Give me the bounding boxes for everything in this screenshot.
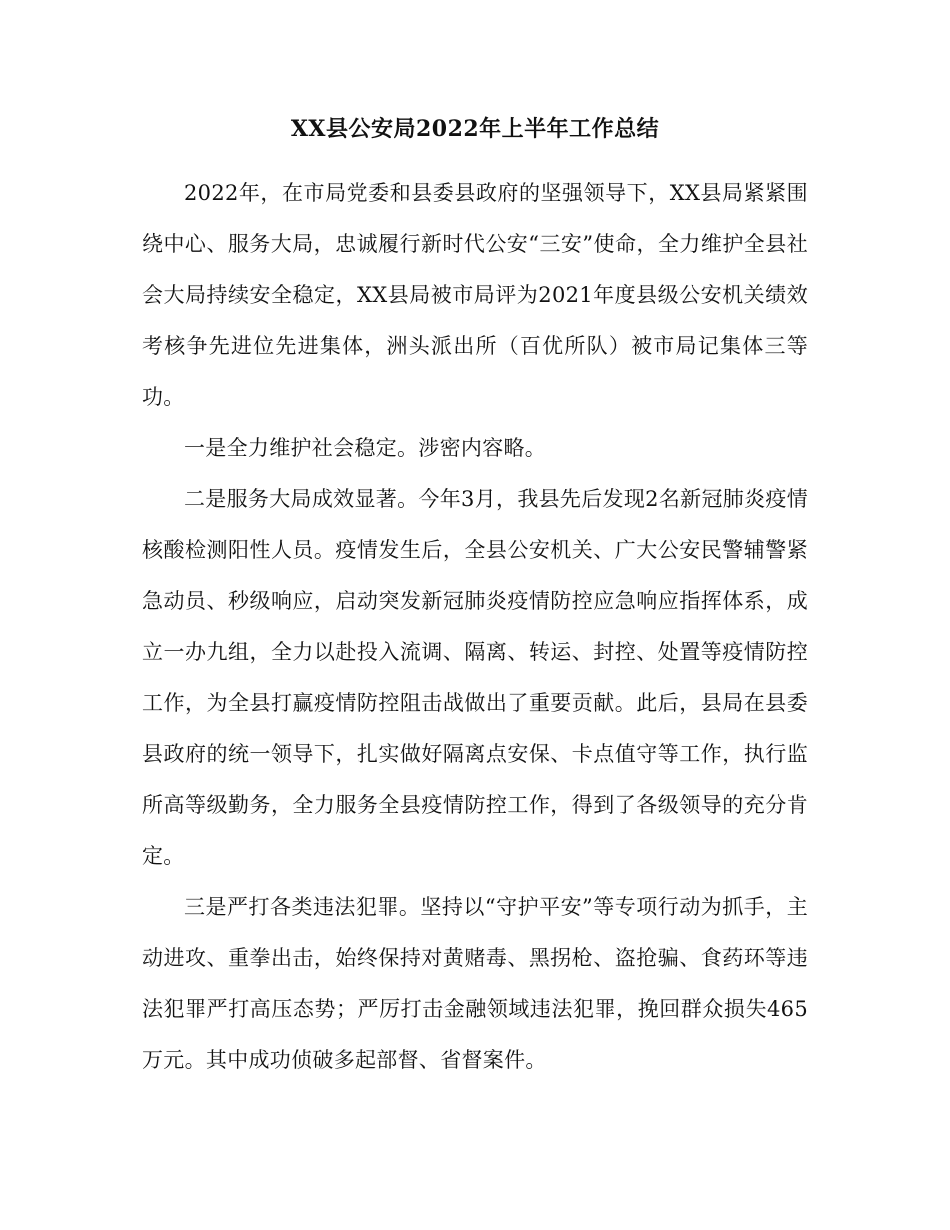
document-title: XX县公安局2022年上半年工作总结 bbox=[290, 116, 660, 142]
paragraph-social-stability: 一是全力维护社会稳定。涉密内容略。 bbox=[184, 436, 547, 460]
paragraph-crime-crackdown: 三是严打各类违法犯罪。坚持以“守护平安”等专项行动为抓手，主动进攻、重拳出击，始终保持对黄赌毒、黑拐枪、盗抢骗、食药环等违法犯罪严打高压态势；严厉打击金融领域违法犯罪，挽回群众损失465万元。其中成功侦破多起部督、省督案件。 bbox=[142, 895, 808, 1072]
document-body bbox=[142, 168, 808, 1086]
paragraph-intro: 2022年，在市局党委和县委县政府的坚强领导下，XX县局紧紧围绕中心、服务大局，忠诚履行新时代公安“三安”使命，全力维护全县社会大局持续安全稳定，XX县局被市局评为2021年度县级公安机关绩效考核争先进位先进集体，洲头派出所（百优所队）被市局记集体三等功。 bbox=[142, 181, 808, 409]
paragraph-epidemic-service: 二是服务大局成效显著。今年3月，我县先后发现2名新冠肺炎疫情核酸检测阳性人员。疫情发生后，全县公安机关、广大公安民警辅警紧急动员、秒级响应，启动突发新冠肺炎疫情防控应急响应指挥体系，成立一办九组，全力以赴投入流调、隔离、转运、封控、处置等疫情防控工作，为全县打赢疫情防控阻击战做出了重要贡献。此后，县局在县委县政府的统一领导下，扎实做好隔离点安保、卡点值守等工作，执行监所高等级勤务，全力服务全县疫情防控工作，得到了各级领导的充分肯定。 bbox=[142, 487, 808, 868]
